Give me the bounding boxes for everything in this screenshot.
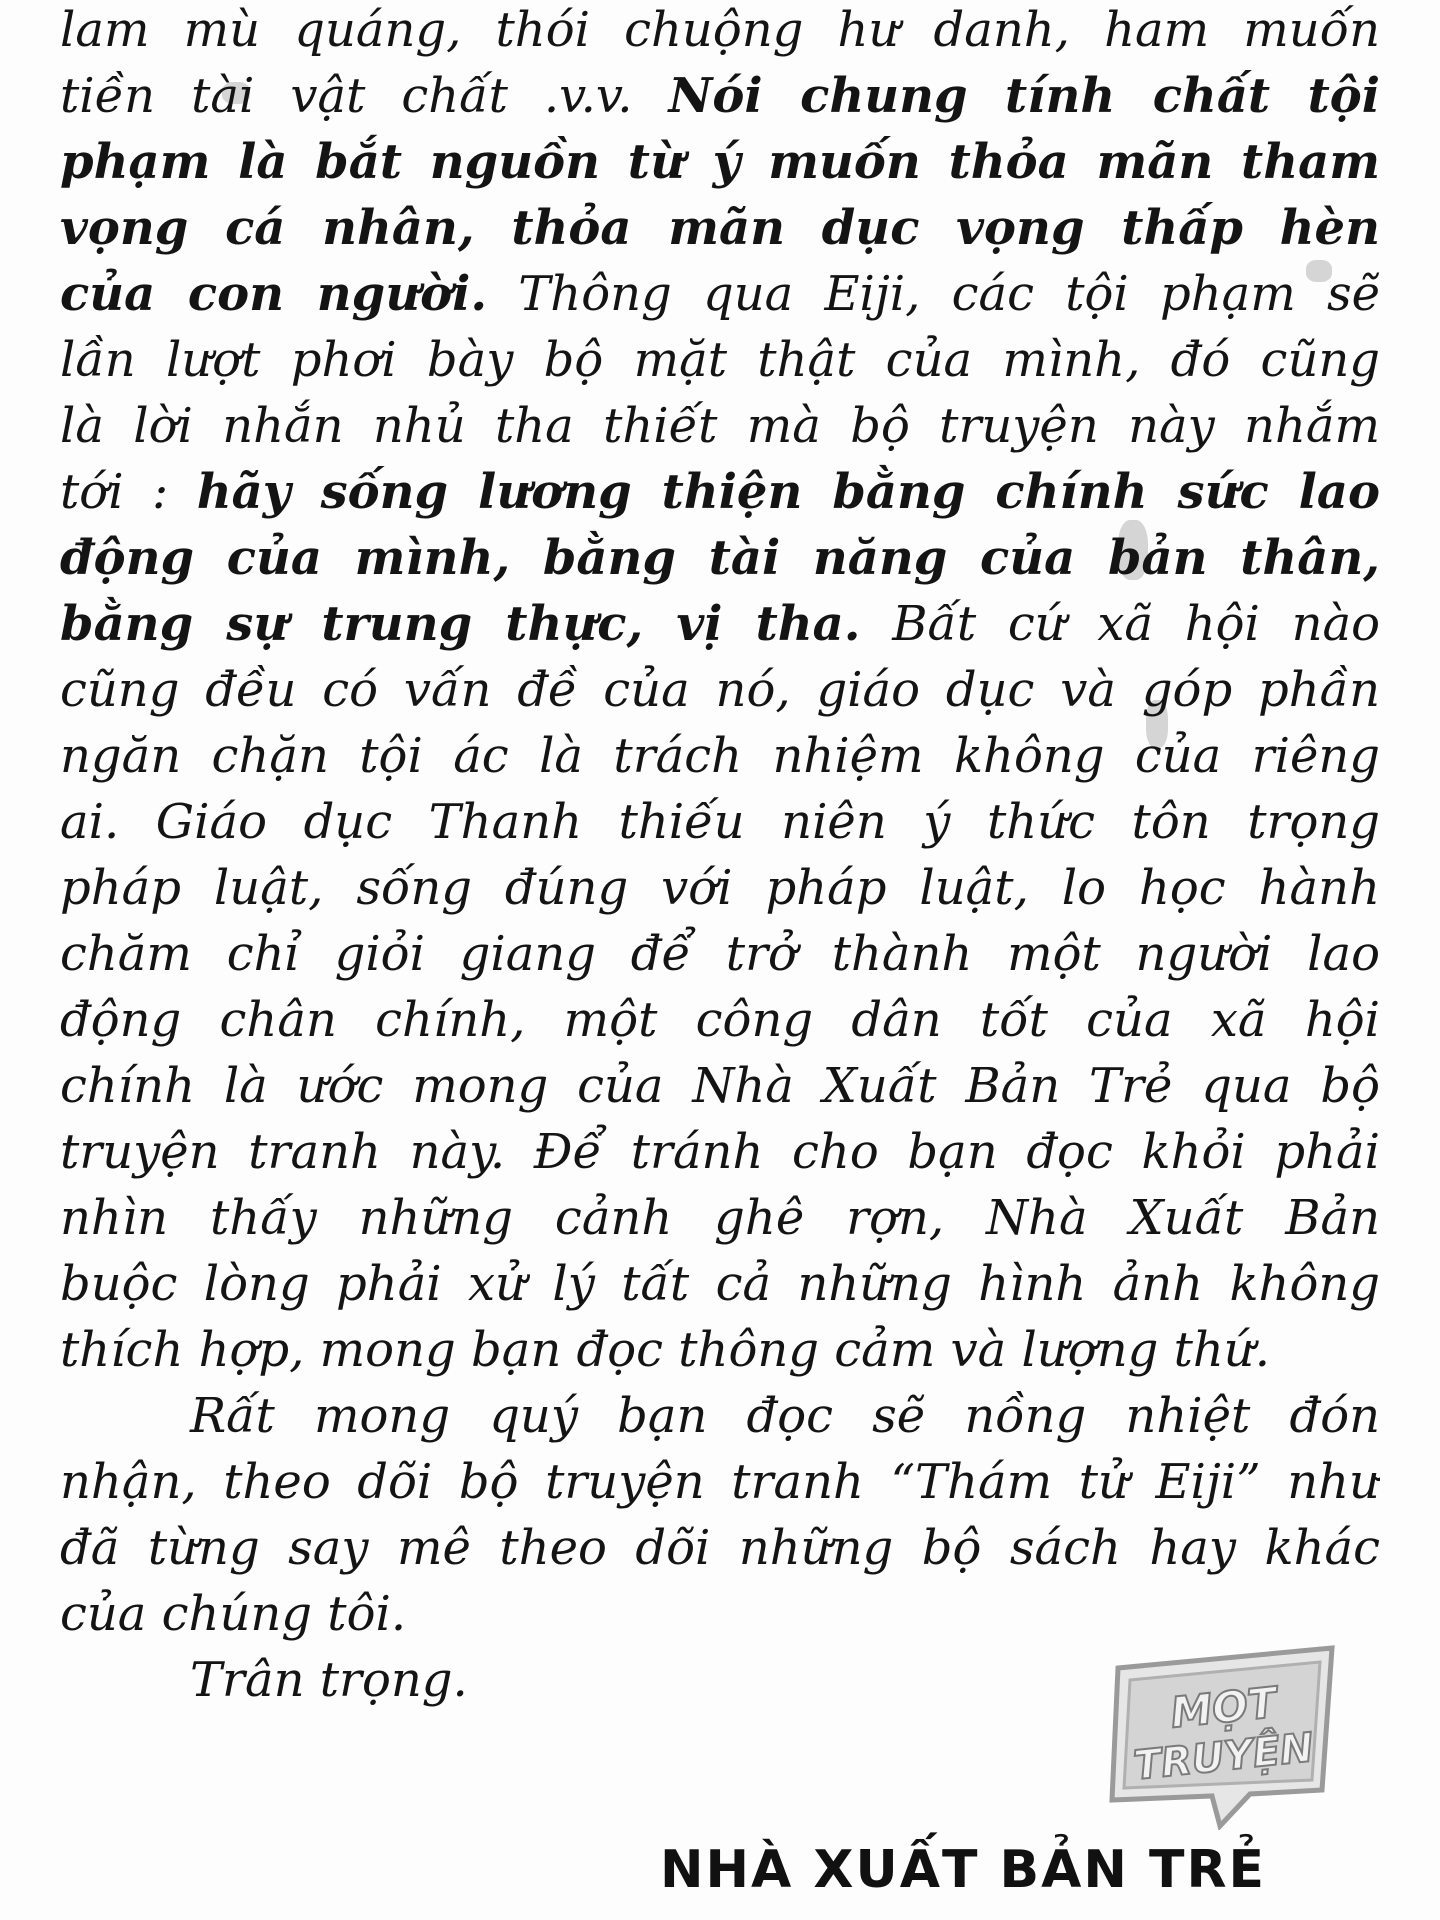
text-line: đã từng say mê theo dõi những bộ sách hay khác	[60, 1520, 1380, 1576]
text-line: của con người. Thông qua Eiji, các tội phạm sẽ	[60, 266, 1380, 322]
text-line: của chúng tôi.	[60, 1586, 407, 1642]
text-line: chăm chỉ giỏi giang để trở thành một người lao	[60, 926, 1380, 982]
text-line: vọng cá nhân, thỏa mãn dục vọng thấp hèn	[60, 200, 1380, 256]
text-line: ngăn chặn tội ác là trách nhiệm không của riêng	[60, 728, 1380, 784]
text-line: cũng đều có vấn đề của nó, giáo dục và góp phần	[60, 662, 1380, 718]
text-line: là lời nhắn nhủ tha thiết mà bộ truyện này nhắm	[60, 398, 1380, 454]
text-line: tới : hãy sống lương thiện bằng chính sức lao	[60, 464, 1380, 520]
text-line: tiền tài vật chất .v.v. Nói chung tính chất tội	[60, 68, 1380, 124]
text-line: phạm là bắt nguồn từ ý muốn thỏa mãn tham	[60, 134, 1380, 190]
mot-truyen-watermark-logo	[1100, 1640, 1350, 1830]
text-line: chính là ước mong của Nhà Xuất Bản Trẻ qua bộ	[60, 1058, 1380, 1114]
body-text	[60, 0, 1380, 1713]
publisher-name: NHÀ XUẤT BẢN TRẺ	[660, 1840, 1267, 1900]
watermark-text-top: MỌT	[1168, 1677, 1279, 1738]
text-line: ai. Giáo dục Thanh thiếu niên ý thức tôn trọng	[60, 794, 1380, 850]
closing-line: Trân trọng.	[190, 1652, 468, 1708]
text-line: Rất mong quý bạn đọc sẽ nồng nhiệt đón	[190, 1388, 1380, 1444]
text-line: truyện tranh này. Để tránh cho bạn đọc khỏi phải	[60, 1124, 1380, 1180]
watermark-text-bottom: TRUYỆN	[1131, 1724, 1316, 1790]
text-line: lần lượt phơi bày bộ mặt thật của mình, đó cũng	[60, 332, 1380, 388]
text-line: lam mù quáng, thói chuộng hư danh, ham muốn	[60, 2, 1380, 58]
text-line: thích hợp, mong bạn đọc thông cảm và lượng thứ.	[60, 1322, 1270, 1378]
text-line: động của mình, bằng tài năng của bản thân,	[60, 530, 1380, 586]
text-line: nhận, theo dõi bộ truyện tranh “Thám tử Eiji” như	[60, 1454, 1380, 1510]
text-line: động chân chính, một công dân tốt của xã hội	[60, 992, 1380, 1048]
text-line: buộc lòng phải xử lý tất cả những hình ảnh không	[60, 1256, 1380, 1312]
text-line: bằng sự trung thực, vị tha. Bất cứ xã hội nào	[60, 596, 1380, 652]
text-line: nhìn thấy những cảnh ghê rợn, Nhà Xuất Bản	[60, 1190, 1380, 1246]
text-line: pháp luật, sống đúng với pháp luật, lo học hành	[60, 860, 1380, 916]
watermark-graphic	[1100, 1640, 1350, 1830]
